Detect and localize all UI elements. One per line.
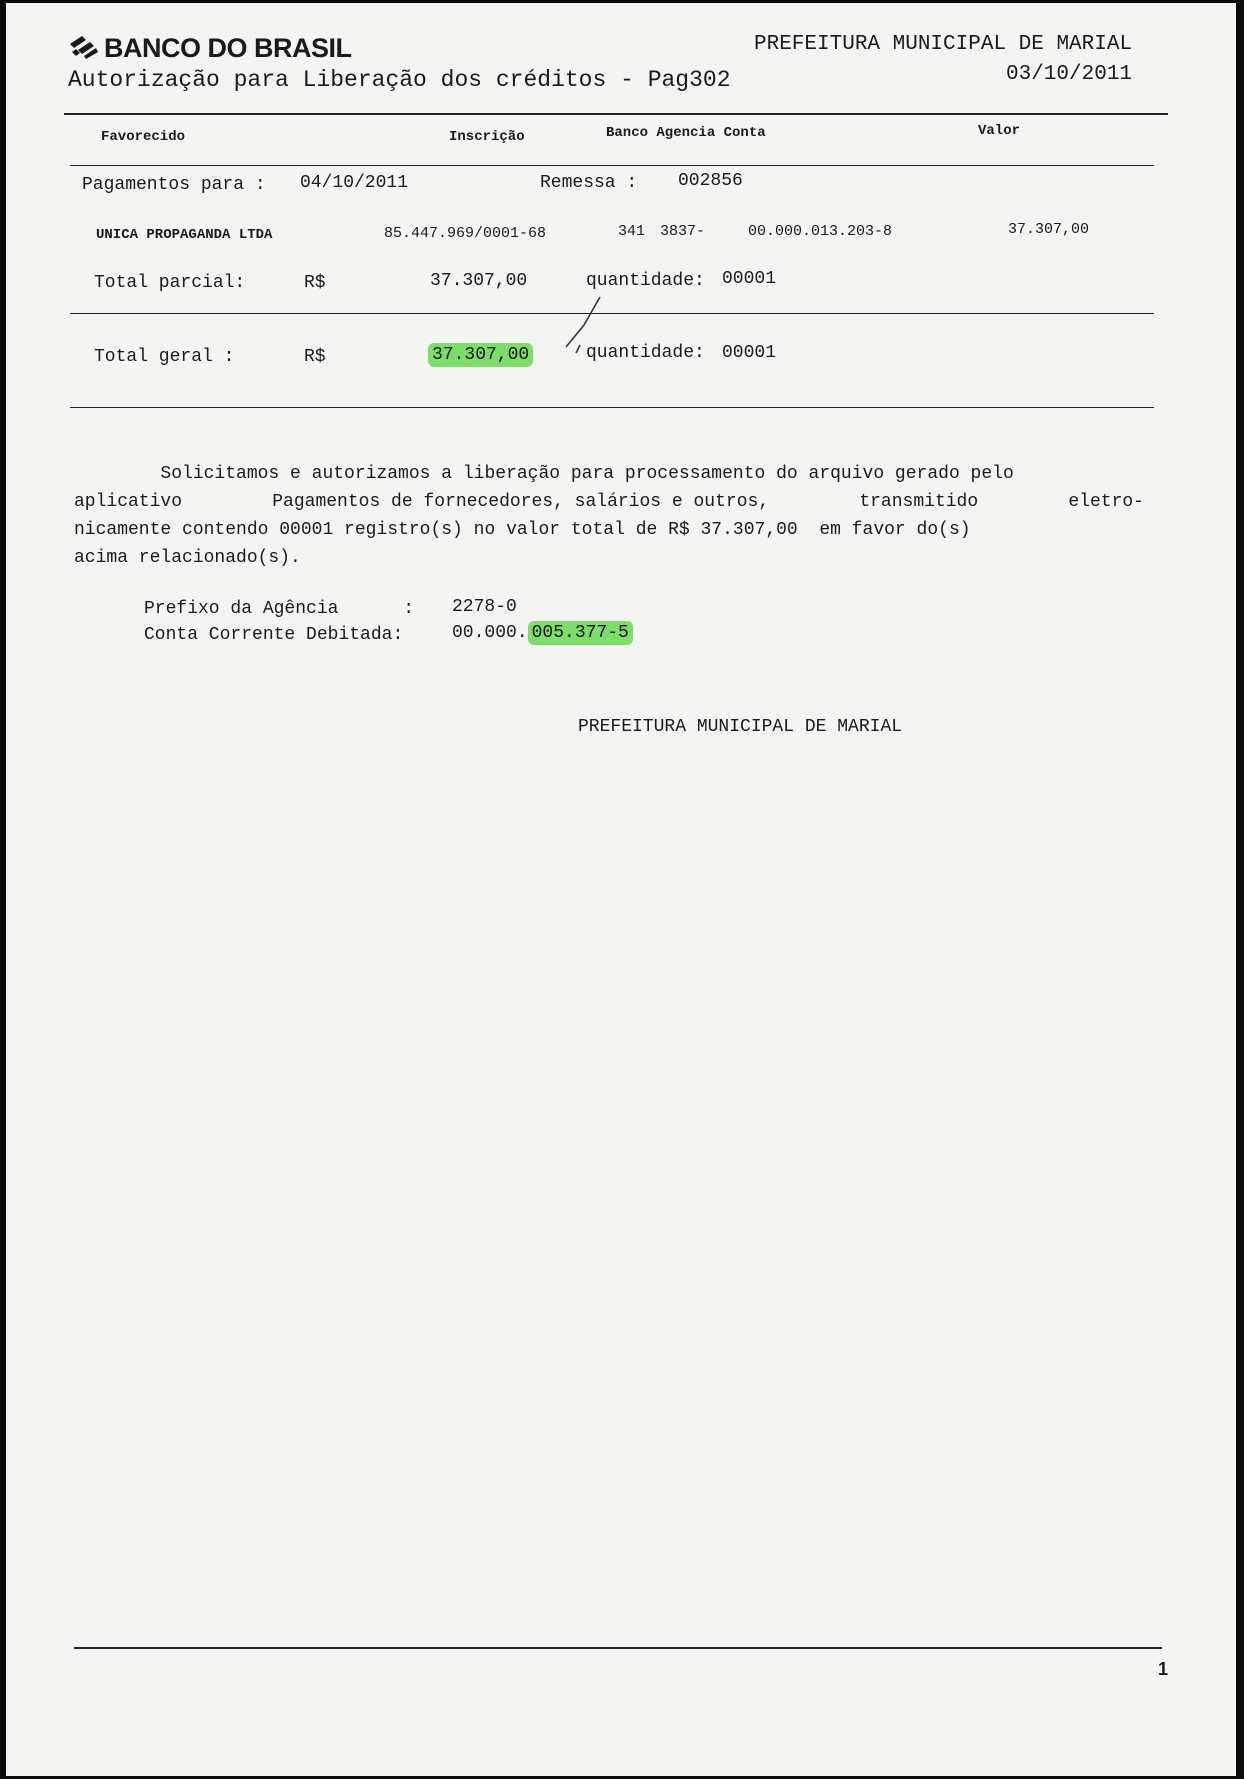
paragraph-word: transmitido: [859, 492, 979, 512]
document-title: Autorização para Liberação dos créditos - Pag302: [68, 67, 731, 93]
row-favorecido: UNICA PROPAGANDA LTDA: [96, 227, 273, 243]
column-banco-agencia-conta: Banco Agencia Conta: [606, 125, 766, 141]
account-label: Conta Corrente Debitada:: [144, 625, 404, 645]
paragraph-word: eletro-: [1068, 492, 1144, 512]
total-geral-value: 37.307,00: [428, 343, 533, 367]
total-parcial-currency: R$: [304, 273, 326, 293]
agency-prefix-label: Prefixo da Agência :: [144, 599, 415, 619]
columns-divider: [70, 165, 1154, 166]
totals-divider: [70, 313, 1154, 314]
document-date: 03/10/2011: [1006, 63, 1133, 86]
paragraph-word: aplicativo: [74, 492, 183, 512]
bank-logo-icon: [68, 34, 100, 60]
agency-prefix-value: 2278-0: [452, 597, 517, 617]
total-parcial-value: 37.307,00: [430, 271, 528, 291]
row-conta: 00.000.013.203-8: [748, 223, 893, 240]
total-geral-qty: 00001: [722, 343, 777, 363]
paragraph-line: Solicitamos e autorizamos a liberação para processamento do arquivo gerado pelo: [74, 464, 1014, 484]
total-geral-qty-label: quantidade:: [586, 343, 705, 363]
row-inscricao: 85.447.969/0001-68: [384, 225, 547, 242]
row-agencia: 3837-: [660, 223, 706, 240]
column-valor: Valor: [978, 123, 1021, 139]
total-parcial-qty-label: quantidade:: [586, 271, 705, 291]
remessa-label: Remessa :: [540, 173, 638, 193]
payment-label: Pagamentos para :: [82, 175, 266, 195]
bank-name: BANCO DO BRASIL: [104, 33, 352, 63]
bank-logo: [68, 33, 352, 64]
header-divider: [64, 113, 1168, 115]
footer-divider: [74, 1647, 1162, 1649]
column-inscricao: Inscrição: [449, 129, 525, 145]
organization-header: PREFEITURA MUNICIPAL DE MARIAL: [754, 33, 1133, 56]
paragraph-line: nicamente contendo 00001 registro(s) no valor total de R$ 37.307,00 em favor do(s): [74, 520, 971, 540]
document-page: [6, 3, 1236, 1776]
total-parcial-qty: 00001: [722, 269, 777, 289]
column-favorecido: Favorecido: [101, 129, 186, 145]
account-value-highlight: 005.377-5: [528, 621, 633, 645]
signature-organization: PREFEITURA MUNICIPAL DE MARIAL: [578, 717, 903, 737]
total-geral-currency: R$: [304, 347, 326, 367]
payment-date: 04/10/2011: [300, 173, 409, 193]
section-divider: [70, 407, 1154, 408]
account-value: [452, 623, 633, 643]
row-valor: 37.307,00: [1008, 221, 1090, 238]
row-banco: 341: [618, 223, 646, 240]
total-parcial-label: Total parcial:: [94, 273, 246, 293]
account-value-start: 00.000.: [452, 623, 528, 643]
paragraph-line: acima relacionado(s).: [74, 548, 301, 568]
authorization-paragraph: [74, 460, 1144, 572]
paragraph-word: Pagamentos de fornecedores, salários e outros,: [272, 492, 770, 512]
total-geral-label: Total geral :: [94, 347, 235, 367]
page-number: 1: [1158, 1659, 1169, 1679]
paragraph-line: [74, 488, 1144, 516]
remessa-number: 002856: [678, 171, 743, 191]
